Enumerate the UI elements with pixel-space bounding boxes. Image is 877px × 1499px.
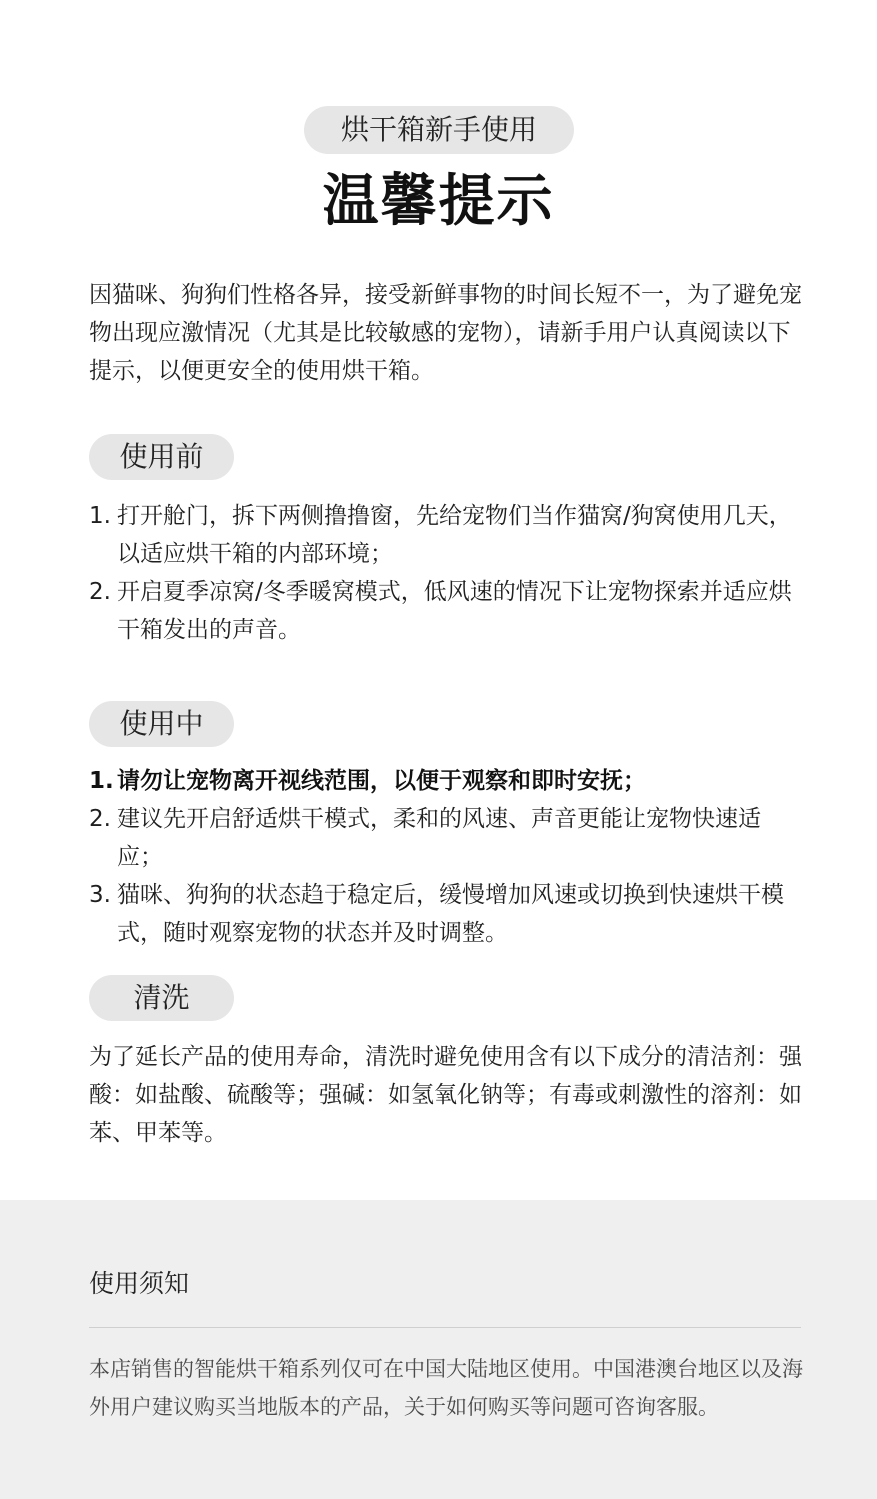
cleaning-paragraph: 为了延长产品的使用寿命，清洗时避免使用含有以下成分的清洁剂：强酸：如盐酸、硫酸等；强碱：如氢氧化钠等；有毒或刺激性的溶剂：如苯、甲苯等。 xyxy=(89,1044,802,1146)
list-item-number: 1. xyxy=(89,503,111,529)
notice-divider xyxy=(89,1327,801,1328)
list-item-text: 开启夏季凉窝/冬季暖窝模式，低风速的情况下让宠物探索并适应烘干箱发出的声音。 xyxy=(117,579,792,643)
list-item-text: 建议先开启舒适烘干模式，柔和的风速、声音更能让宠物快速适应； xyxy=(117,806,761,870)
list-item-text: 打开舱门，拆下两侧撸撸窗，先给宠物们当作猫窝/狗窝使用几天，以适应烘干箱的内部环境； xyxy=(117,503,792,567)
list-item xyxy=(89,800,804,876)
list-item xyxy=(89,762,804,800)
list-item xyxy=(89,497,804,573)
list-item-number: 3. xyxy=(89,882,111,908)
section-label-cleaning: 清洗 xyxy=(89,975,234,1021)
list-item-number: 1. xyxy=(89,768,114,794)
intro-paragraph: 因猫咪、狗狗们性格各异，接受新鲜事物的时间长短不一，为了避免宠物出现应激情况（尤其是比较敏感的宠物），请新手用户认真阅读以下提示，以便更安全的使用烘干箱。 xyxy=(89,282,802,384)
header-badge: 烘干箱新手使用 xyxy=(304,106,574,154)
notice-title: 使用须知 xyxy=(89,1269,190,1298)
list-item xyxy=(89,573,804,649)
list-item-text: 猫咪、狗狗的状态趋于稳定后，缓慢增加风速或切换到快速烘干模式，随时观察宠物的状态并及时调整。 xyxy=(117,882,784,946)
section-label-before-use: 使用前 xyxy=(89,434,234,480)
section-label-during-use: 使用中 xyxy=(89,701,234,747)
list-item-text: 请勿让宠物离开视线范围，以便于观察和即时安抚； xyxy=(117,768,646,794)
list-item-number: 2. xyxy=(89,579,111,605)
during-use-list xyxy=(89,762,804,952)
notice-paragraph: 本店销售的智能烘干箱系列仅可在中国大陆地区使用。中国港澳台地区以及海外用户建议购买当地版本的产品，关于如何购买等问题可咨询客服。 xyxy=(89,1357,803,1419)
list-item xyxy=(89,876,804,952)
before-use-list xyxy=(89,497,804,649)
page-title: 温馨提示 xyxy=(322,169,555,234)
list-item-number: 2. xyxy=(89,806,111,832)
